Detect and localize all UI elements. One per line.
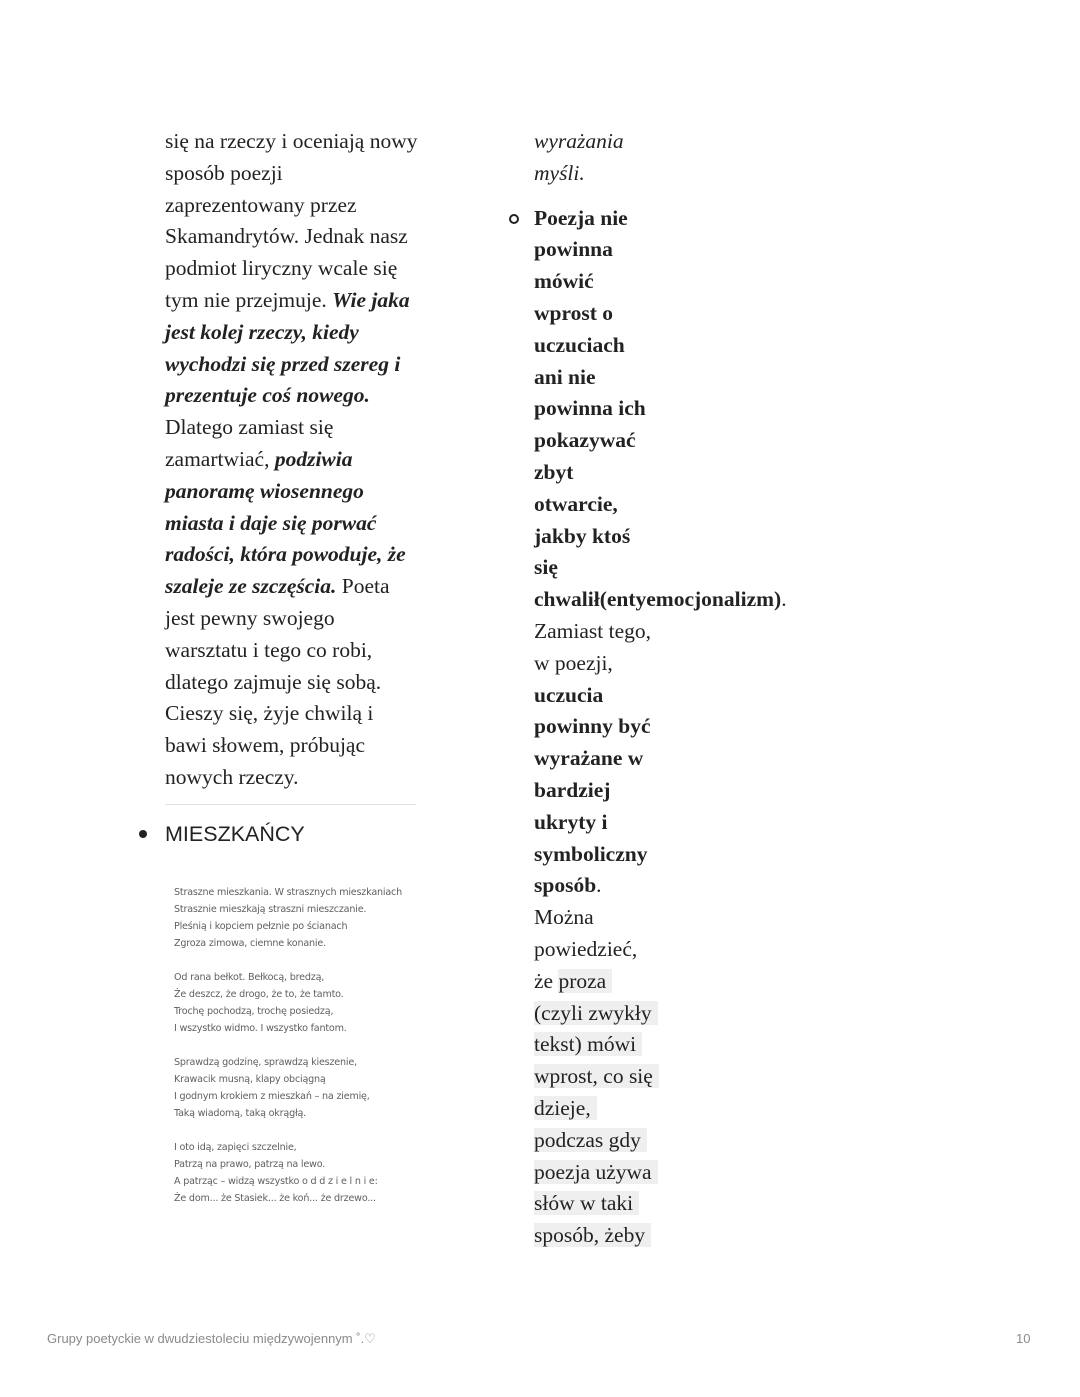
text-segment: ani nie (534, 364, 596, 389)
text-line (534, 807, 794, 839)
text-segment: bawi słowem, próbując (165, 733, 366, 758)
text-line (534, 616, 794, 648)
poem-stanza (174, 1139, 424, 1207)
text-segment: wprost o (534, 300, 614, 325)
poem-stanza (174, 969, 424, 1037)
text-segment: Poeta (336, 574, 390, 599)
text-line (534, 966, 794, 998)
text-line (165, 158, 420, 190)
poem-line: Sprawdzą godzinę, sprawdzą kieszenie, (174, 1057, 357, 1068)
text-segment: sposób (534, 873, 597, 898)
text-segment: w poezji, (534, 650, 613, 675)
text-segment: Można (534, 905, 594, 930)
text-segment: dzieje, (534, 1096, 597, 1120)
section-heading-mieszkancy: MIESZKAŃCY (165, 822, 305, 846)
text-segment: szaleje ze szczęścia. (165, 574, 337, 599)
text-line (165, 317, 420, 349)
text-segment: uczucia (534, 682, 604, 707)
poem-line: Pleśnią i kopciem pełznie po ścianach (174, 921, 348, 932)
text-segment: podziwia (274, 446, 353, 471)
text-line (534, 330, 794, 362)
text-segment: zamartwiać, (165, 446, 275, 471)
text-segment: zbyt (534, 459, 574, 484)
text-line (165, 603, 420, 635)
poem-line: I godnym krokiem z mieszkań – na ziemię, (174, 1091, 370, 1102)
text-segment: zaprezentowany przez (165, 192, 357, 217)
poem-image-mieszkancy (174, 884, 424, 1224)
footer-page-number: 10 (1016, 1331, 1031, 1346)
text-segment: się (534, 555, 558, 580)
text-line (534, 1125, 794, 1157)
text-line (165, 126, 420, 158)
right-column-text (534, 126, 794, 1252)
text-line (165, 571, 420, 603)
text-segment: powinny być (534, 714, 651, 739)
text-segment: bardziej (534, 777, 611, 802)
text-segment: . (596, 873, 602, 898)
text-segment: dlatego zajmuje się sobą. (165, 669, 382, 694)
text-line (534, 902, 794, 934)
text-segment: panoramę wiosennego (165, 478, 364, 503)
text-segment: tym nie przejmuje. (165, 287, 333, 312)
text-segment: powinna (534, 237, 613, 262)
text-segment: nowych rzeczy. (165, 764, 299, 789)
text-line (534, 521, 794, 553)
footer-document-title: Grupy poetyckie w dwudziestoleciu międzywojennym ˚.♡ (47, 1331, 376, 1346)
text-line (534, 425, 794, 457)
text-line (534, 870, 794, 902)
text-segment: ukryty i (534, 809, 608, 834)
text-segment: myśli. (534, 160, 585, 185)
text-line (534, 1029, 794, 1061)
text-line (534, 1220, 794, 1252)
poem-line: Taką wiadomą, taką okrągłą. (174, 1108, 307, 1119)
left-column-text (165, 126, 420, 794)
text-line (165, 380, 420, 412)
poem-line: A patrząc – widzą wszystko o d d z i e l n i e: (174, 1176, 378, 1187)
poem-line: I wszystko widmo. I wszystko fantom. (174, 1023, 347, 1034)
poem-line: I oto idą, zapięci szczelnie, (174, 1142, 297, 1153)
text-line (534, 203, 794, 235)
bullet-circle-icon (509, 214, 519, 224)
text-segment: podczas gdy (534, 1128, 647, 1152)
text-line (165, 412, 420, 444)
poem-line: Straszne mieszkania. W strasznych mieszkaniach (174, 887, 402, 898)
text-line (534, 489, 794, 521)
text-line (165, 539, 420, 571)
text-line (534, 552, 794, 584)
text-segment: powinna ich (534, 396, 646, 421)
text-segment: wyrażania (534, 129, 624, 153)
text-line (165, 476, 420, 508)
text-line (534, 584, 794, 616)
text-segment: jest kolej rzeczy, kiedy (165, 319, 359, 344)
text-segment: pokazywać (534, 428, 636, 453)
text-segment: wyrażane w (534, 746, 644, 771)
text-segment: Poezja nie (534, 205, 628, 230)
text-line (534, 1157, 794, 1189)
text-line (534, 362, 794, 394)
text-line (534, 234, 794, 266)
text-line (165, 667, 420, 699)
poem-line: Trochę pochodzą, trochę posiedzą, (174, 1006, 334, 1017)
text-segment: wprost, co się (534, 1064, 659, 1088)
poem-line: Że deszcz, że drogo, że to, że tamto. (174, 989, 344, 1000)
text-segment: jakby ktoś (534, 523, 631, 548)
text-segment: sposób poezji (165, 160, 283, 185)
text-segment: mówić (534, 269, 594, 294)
text-line (534, 393, 794, 425)
poem-line: Od rana bełkot. Bełkocą, bredzą, (174, 972, 325, 983)
text-line (534, 839, 794, 871)
text-line (165, 698, 420, 730)
text-line (534, 1093, 794, 1125)
text-segment: słów w taki (534, 1191, 639, 1215)
text-segment: Dlatego zamiast się (165, 415, 334, 440)
text-segment: warsztatu i tego co robi, (165, 637, 373, 662)
text-line (534, 457, 794, 489)
text-segment: że (534, 968, 559, 993)
text-segment: radości, która powoduje, że (165, 542, 406, 567)
text-segment: Zamiast tego, (534, 618, 652, 643)
text-segment: Skamandrytów. Jednak nasz (165, 224, 408, 249)
text-segment: powiedzieć, (534, 936, 638, 961)
text-segment: sposób, żeby (534, 1223, 651, 1247)
text-segment: tekst) mówi (534, 1032, 642, 1056)
poem-stanza (174, 1054, 424, 1122)
text-line (534, 934, 794, 966)
text-line (165, 190, 420, 222)
text-segment: chwalił(entyemocjonalizm) (534, 587, 782, 612)
text-line (165, 508, 420, 540)
text-line (534, 126, 794, 158)
text-line (534, 680, 794, 712)
text-line (534, 998, 794, 1030)
text-segment: się na rzeczy i oceniają nowy (165, 129, 418, 153)
bullet-disc-icon (139, 830, 147, 838)
poem-line: Że dom... że Stasiek... że koń... że drzewo... (174, 1193, 376, 1204)
text-line (165, 635, 420, 667)
text-segment: . (781, 587, 787, 612)
text-segment: otwarcie, (534, 491, 618, 516)
text-line (534, 711, 794, 743)
text-line (165, 762, 420, 794)
poem-line: Krawacik musną, klapy obciągną (174, 1074, 326, 1085)
text-line (534, 743, 794, 775)
text-segment: (czyli zwykły (534, 1001, 658, 1025)
text-line (534, 298, 794, 330)
text-line (534, 1061, 794, 1093)
text-line (165, 285, 420, 317)
text-segment: symboliczny (534, 841, 648, 866)
poem-stanza (174, 884, 424, 952)
text-line (165, 730, 420, 762)
text-segment: uczuciach (534, 332, 625, 357)
text-line (165, 444, 420, 476)
text-segment: jest pewny swojego (165, 605, 335, 630)
text-segment: prezentuje coś nowego. (165, 383, 370, 408)
text-line (165, 253, 420, 285)
text-segment: wychodzi się przed szereg i (165, 351, 401, 376)
poem-line: Strasznie mieszkają straszni mieszczanie. (174, 904, 367, 915)
text-segment: miasta i daje się porwać (165, 510, 377, 535)
text-segment: poezja używa (534, 1160, 658, 1184)
poem-line: Zgroza zimowa, ciemne konanie. (174, 938, 326, 949)
text-line (165, 349, 420, 381)
text-segment: proza (558, 969, 612, 993)
text-line (534, 158, 794, 190)
text-line (534, 775, 794, 807)
divider (165, 804, 416, 805)
text-segment: podmiot liryczny wcale się (165, 256, 398, 281)
text-line (534, 648, 794, 680)
text-line (534, 266, 794, 298)
poem-line: Patrzą na prawo, patrzą na lewo. (174, 1159, 326, 1170)
text-segment: Cieszy się, żyje chwilą i (165, 701, 374, 726)
text-segment: Wie jaka (332, 287, 410, 312)
text-line (534, 1188, 794, 1220)
text-line (165, 221, 420, 253)
